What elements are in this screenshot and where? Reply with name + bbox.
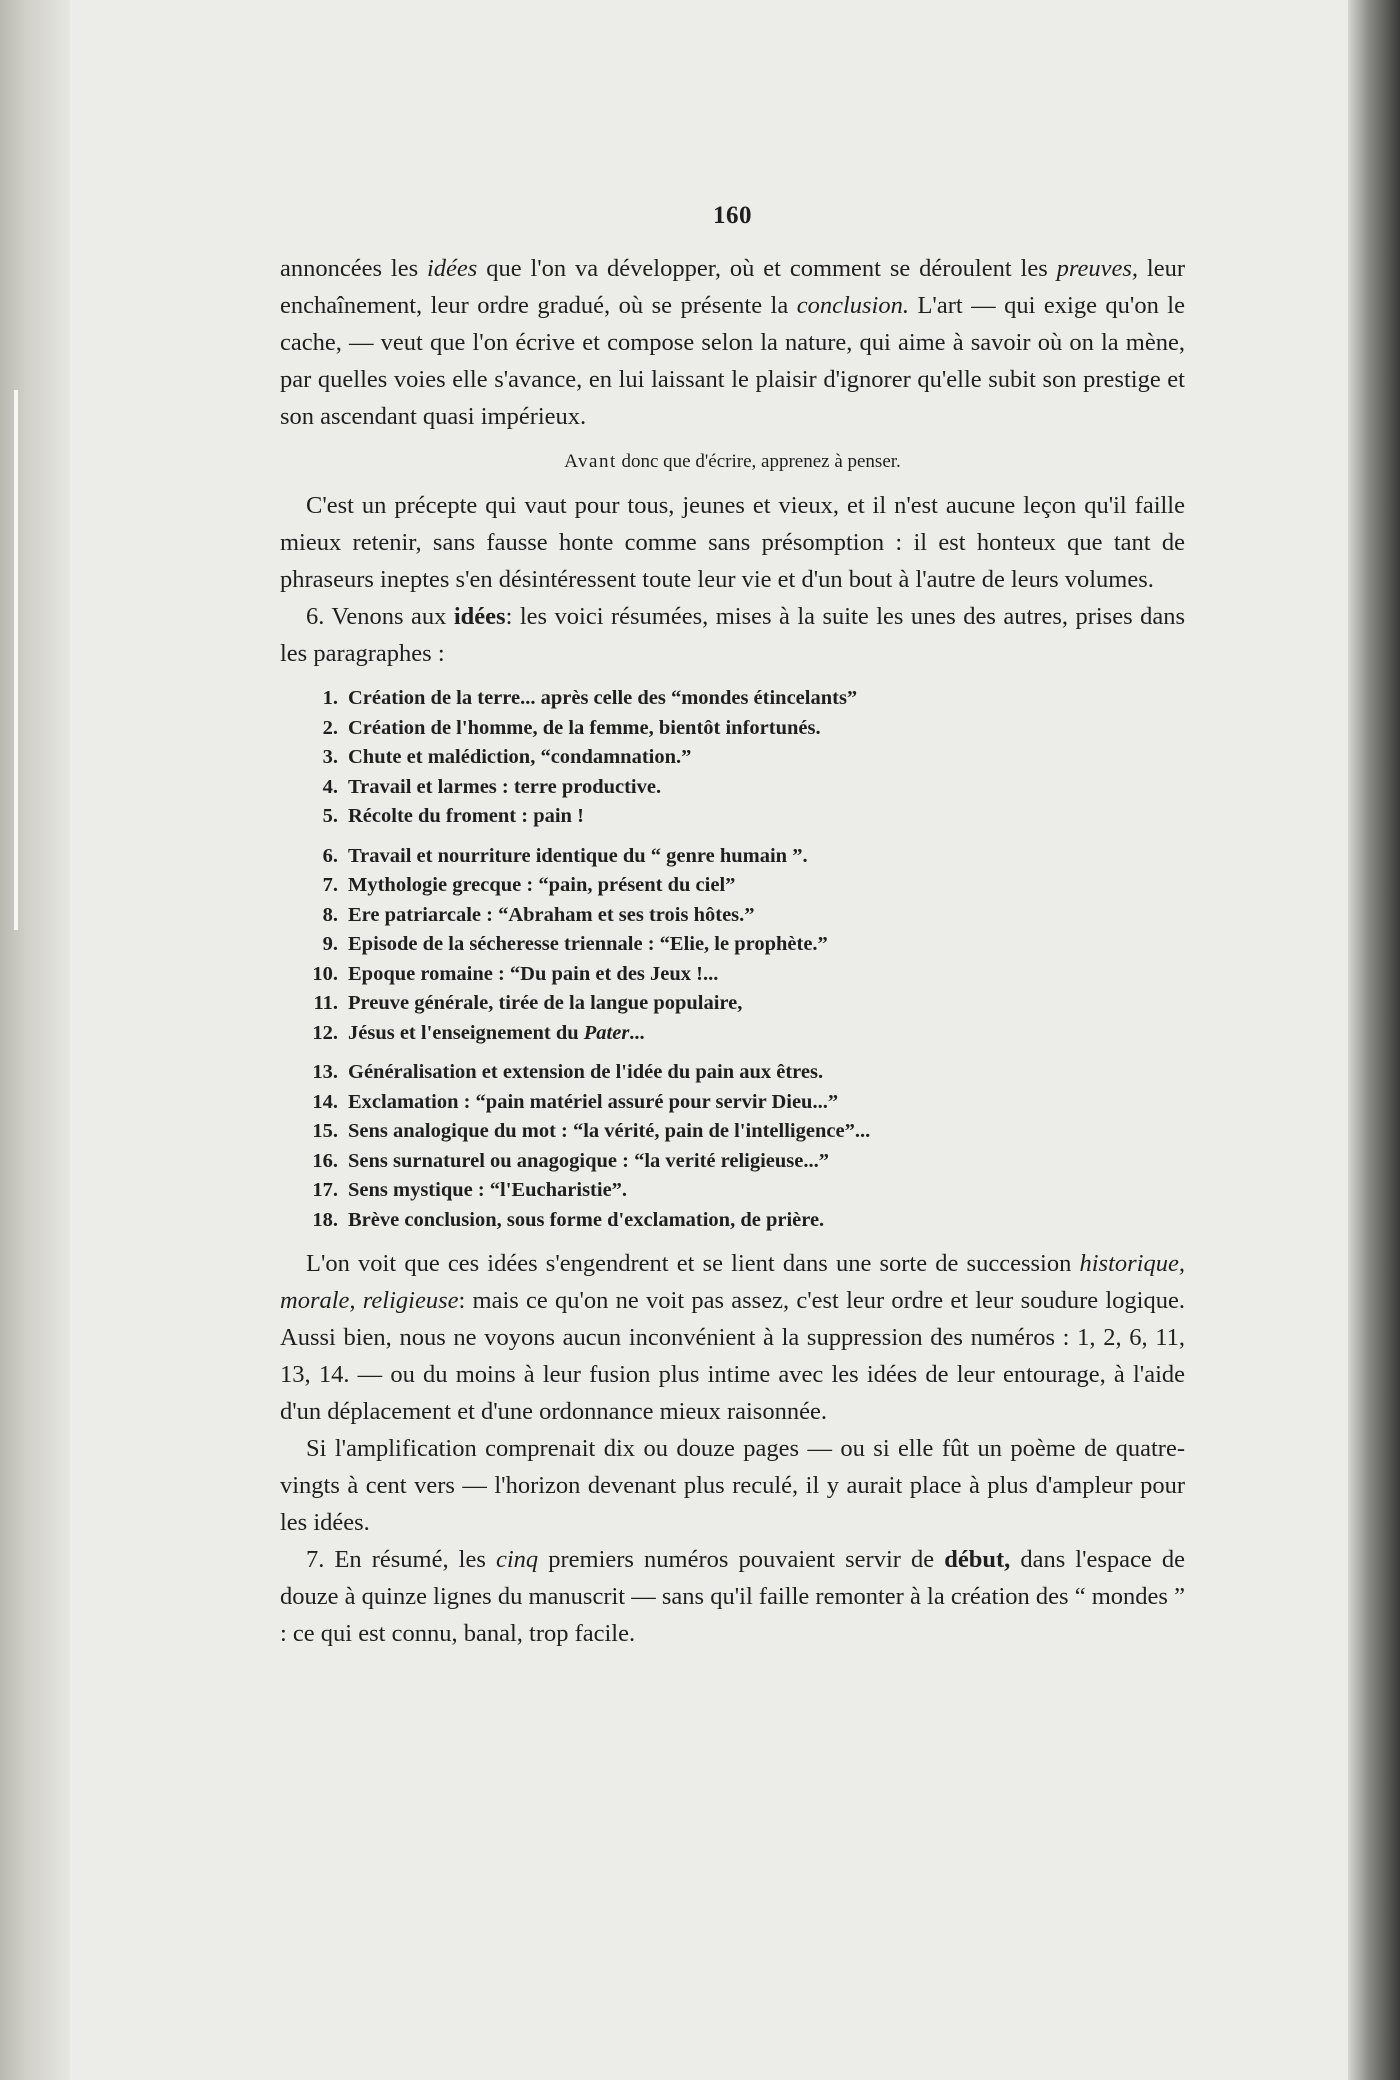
idea-item bbox=[300, 1088, 1185, 1118]
p6-bold-1: début, bbox=[944, 1546, 1011, 1573]
idea-item bbox=[300, 871, 1185, 901]
idea-text bbox=[348, 773, 661, 803]
p3-text-1: 6. Venons aux bbox=[306, 603, 454, 630]
idea-number: 6. bbox=[322, 844, 338, 867]
p1-text-2: que l'on va développer, où et comment se déroulent les bbox=[477, 255, 1057, 282]
p6-text-2: premiers numéros pouvaient servir de bbox=[538, 1546, 945, 1573]
idea-text-main: Brève conclusion, sous forme d'exclamation, de prière. bbox=[348, 1208, 825, 1231]
maxim-rest: donc que d'écrire, apprenez à penser. bbox=[616, 451, 901, 472]
idea-text-main: Travail et larmes : terre productive. bbox=[348, 775, 662, 798]
idea-text bbox=[348, 1147, 829, 1177]
idea-item bbox=[300, 773, 1185, 803]
idea-item bbox=[300, 960, 1185, 990]
idea-item bbox=[300, 930, 1185, 960]
p1-italic-3: conclusion. bbox=[796, 292, 909, 319]
idea-number: 12. bbox=[312, 1021, 338, 1044]
paragraph-5: Si l'amplification comprenait dix ou douze pages — ou si elle fût un poème de quatre-vingts à cent vers — l'horizon devenant plus reculé, il y aurait place à plus d'ampleur pour les idées. bbox=[280, 1435, 1185, 1536]
idea-text-after: ... bbox=[629, 1021, 645, 1044]
idea-text-italic: Pater bbox=[583, 1021, 630, 1044]
idea-text bbox=[348, 1206, 824, 1236]
idea-text-main: Sens surnaturel ou anagogique : “la verité religieuse...” bbox=[348, 1149, 829, 1172]
page-gutter bbox=[0, 0, 70, 2080]
paragraph-2: C'est un précepte qui vaut pour tous, jeunes et vieux, et il n'est aucune leçon qu'il faille mieux retenir, sans fausse honte comme sans présomption : il est honteux que tant de phraseurs ineptes s'en désintéressent toute leur vie et d'un bout à l'autre de leurs volumes. bbox=[280, 492, 1185, 593]
idea-item bbox=[300, 1176, 1185, 1206]
idea-item bbox=[300, 1019, 1185, 1049]
p6-italic-1: cinq bbox=[495, 1546, 539, 1573]
idea-text-main: Sens analogique du mot : “la vérité, pain de l'intelligence”... bbox=[348, 1120, 871, 1142]
idea-item bbox=[300, 684, 1185, 714]
idea-number: 4. bbox=[322, 775, 338, 798]
page-number: 160 bbox=[713, 202, 752, 229]
idea-text-main: Sens mystique : “l'Eucharistie”. bbox=[348, 1179, 628, 1201]
idea-text-main: Episode de la sécheresse triennale : “Elie, le prophète.” bbox=[348, 933, 828, 955]
idea-item bbox=[300, 842, 1185, 872]
idea-text bbox=[348, 802, 584, 832]
idea-text bbox=[348, 1088, 838, 1118]
idea-text bbox=[348, 684, 857, 714]
p4-text-2: : mais ce qu'on ne voit pas assez, c'est leur ordre et leur soudure logique. Aussi bien, nous ne voyons aucun inconvénient à la suppression des numéros : 1, 2, 6, 11, 13, 14. — ou du moins à leur fusion plus intime avec les idées de leur entourage, à l'aide d'un déplacement et d'une ordonnance mieux raisonnée. bbox=[280, 1287, 1185, 1425]
idea-text bbox=[348, 1058, 823, 1088]
idea-item bbox=[300, 901, 1185, 931]
p1-italic-2: preuves, bbox=[1056, 255, 1139, 282]
idea-item bbox=[300, 1117, 1185, 1147]
p6-text-3: dans l'espace de douze à quinze lignes du manuscrit — sans qu'il faille remonter à la création des “ mondes ” : ce qui est connu, banal, trop facile. bbox=[280, 1546, 1185, 1647]
idea-item bbox=[300, 743, 1185, 773]
idea-text-main: Création de l'homme, de la femme, bientôt infortunés. bbox=[348, 716, 821, 739]
idea-text bbox=[348, 714, 821, 744]
idea-text-main: Création de la terre... après celle des “mondes étincelants” bbox=[348, 687, 858, 709]
idea-text bbox=[348, 1019, 645, 1049]
idea-item bbox=[300, 1058, 1185, 1088]
p1-text-1: annoncées les bbox=[280, 255, 427, 282]
idea-number: 8. bbox=[322, 903, 338, 926]
p4-italic-1: historique, morale, religieuse bbox=[280, 1250, 1185, 1314]
paragraph-3 bbox=[280, 598, 1185, 672]
idea-text-main: Jésus et l'enseignement du bbox=[348, 1021, 584, 1044]
idea-text bbox=[348, 989, 742, 1019]
idea-item bbox=[300, 1206, 1185, 1236]
p1-text-3: leur enchaînement, leur ordre gradué, où se présente la bbox=[280, 255, 1186, 319]
idea-text-main: Exclamation : “pain matériel assuré pour servir Dieu...” bbox=[348, 1090, 839, 1113]
idea-text-main: Preuve générale, tirée de la langue populaire, bbox=[348, 992, 743, 1014]
idea-number: 16. bbox=[312, 1149, 338, 1172]
paragraph-6 bbox=[280, 1541, 1185, 1652]
idea-number: 15. bbox=[312, 1120, 338, 1142]
idea-number: 1. bbox=[322, 687, 338, 709]
p3-bold-1: idées bbox=[453, 603, 506, 630]
idea-text bbox=[348, 1176, 627, 1206]
idea-text bbox=[348, 960, 718, 990]
idea-number: 13. bbox=[312, 1061, 338, 1083]
idea-number: 11. bbox=[313, 992, 338, 1014]
idea-text-main: Travail et nourriture identique du “ genre humain ”. bbox=[348, 844, 808, 867]
idea-number: 2. bbox=[322, 716, 338, 739]
idea-text-main: Généralisation et extension de l'idée du pain aux êtres. bbox=[348, 1061, 824, 1083]
idea-number: 5. bbox=[322, 805, 338, 827]
idea-number: 7. bbox=[322, 874, 338, 896]
idea-text-main: Mythologie grecque : “pain, présent du ciel” bbox=[348, 874, 736, 896]
idea-number: 10. bbox=[312, 962, 338, 985]
idea-number: 17. bbox=[312, 1179, 338, 1201]
idea-number: 14. bbox=[312, 1090, 338, 1113]
idea-text-main: Epoque romaine : “Du pain et des Jeux !... bbox=[348, 962, 719, 985]
idea-text-main: Ere patriarcale : “Abraham et ses trois hôtes.” bbox=[348, 903, 755, 926]
maxim-lead: Avant bbox=[564, 451, 617, 472]
idea-text bbox=[348, 743, 691, 773]
idea-item bbox=[300, 714, 1185, 744]
page-edge-shadow bbox=[1348, 0, 1400, 2080]
ideas-list bbox=[300, 684, 1185, 1235]
idea-number: 3. bbox=[322, 746, 338, 768]
idea-text bbox=[348, 842, 808, 872]
idea-item bbox=[300, 802, 1185, 832]
p1-italic-1: idées bbox=[427, 255, 478, 282]
gutter-highlight bbox=[14, 390, 18, 930]
maxim bbox=[280, 447, 1185, 477]
idea-item bbox=[300, 989, 1185, 1019]
idea-item bbox=[300, 1147, 1185, 1177]
idea-text bbox=[348, 901, 755, 931]
idea-text bbox=[348, 930, 828, 960]
idea-text bbox=[348, 871, 735, 901]
p3-text-2: : les voici résumées, mises à la suite les unes des autres, prises dans les paragraphes : bbox=[280, 603, 1185, 667]
idea-number: 18. bbox=[312, 1208, 338, 1231]
idea-text-main: Récolte du froment : pain ! bbox=[348, 805, 584, 827]
p4-text-1: L'on voit que ces idées s'engendrent et se lient dans une sorte de succession bbox=[306, 1250, 1080, 1277]
paragraph-1 bbox=[280, 250, 1185, 435]
paragraph-4 bbox=[280, 1245, 1185, 1430]
page-content bbox=[280, 180, 1185, 1652]
idea-text bbox=[348, 1117, 870, 1147]
p1-text-4: L'art — qui exige qu'on le cache, — veut que l'on écrive et compose selon la nature, qui aime à savoir où on la mène, par quelles voies elle s'avance, en lui laissant le plaisir d'ignorer qu'elle subit son prestige et son ascendant quasi impérieux. bbox=[280, 292, 1185, 430]
idea-number: 9. bbox=[322, 933, 338, 955]
idea-text-main: Chute et malédiction, “condamnation.” bbox=[348, 746, 692, 768]
p6-text-1: 7. En résumé, les bbox=[306, 1546, 496, 1573]
